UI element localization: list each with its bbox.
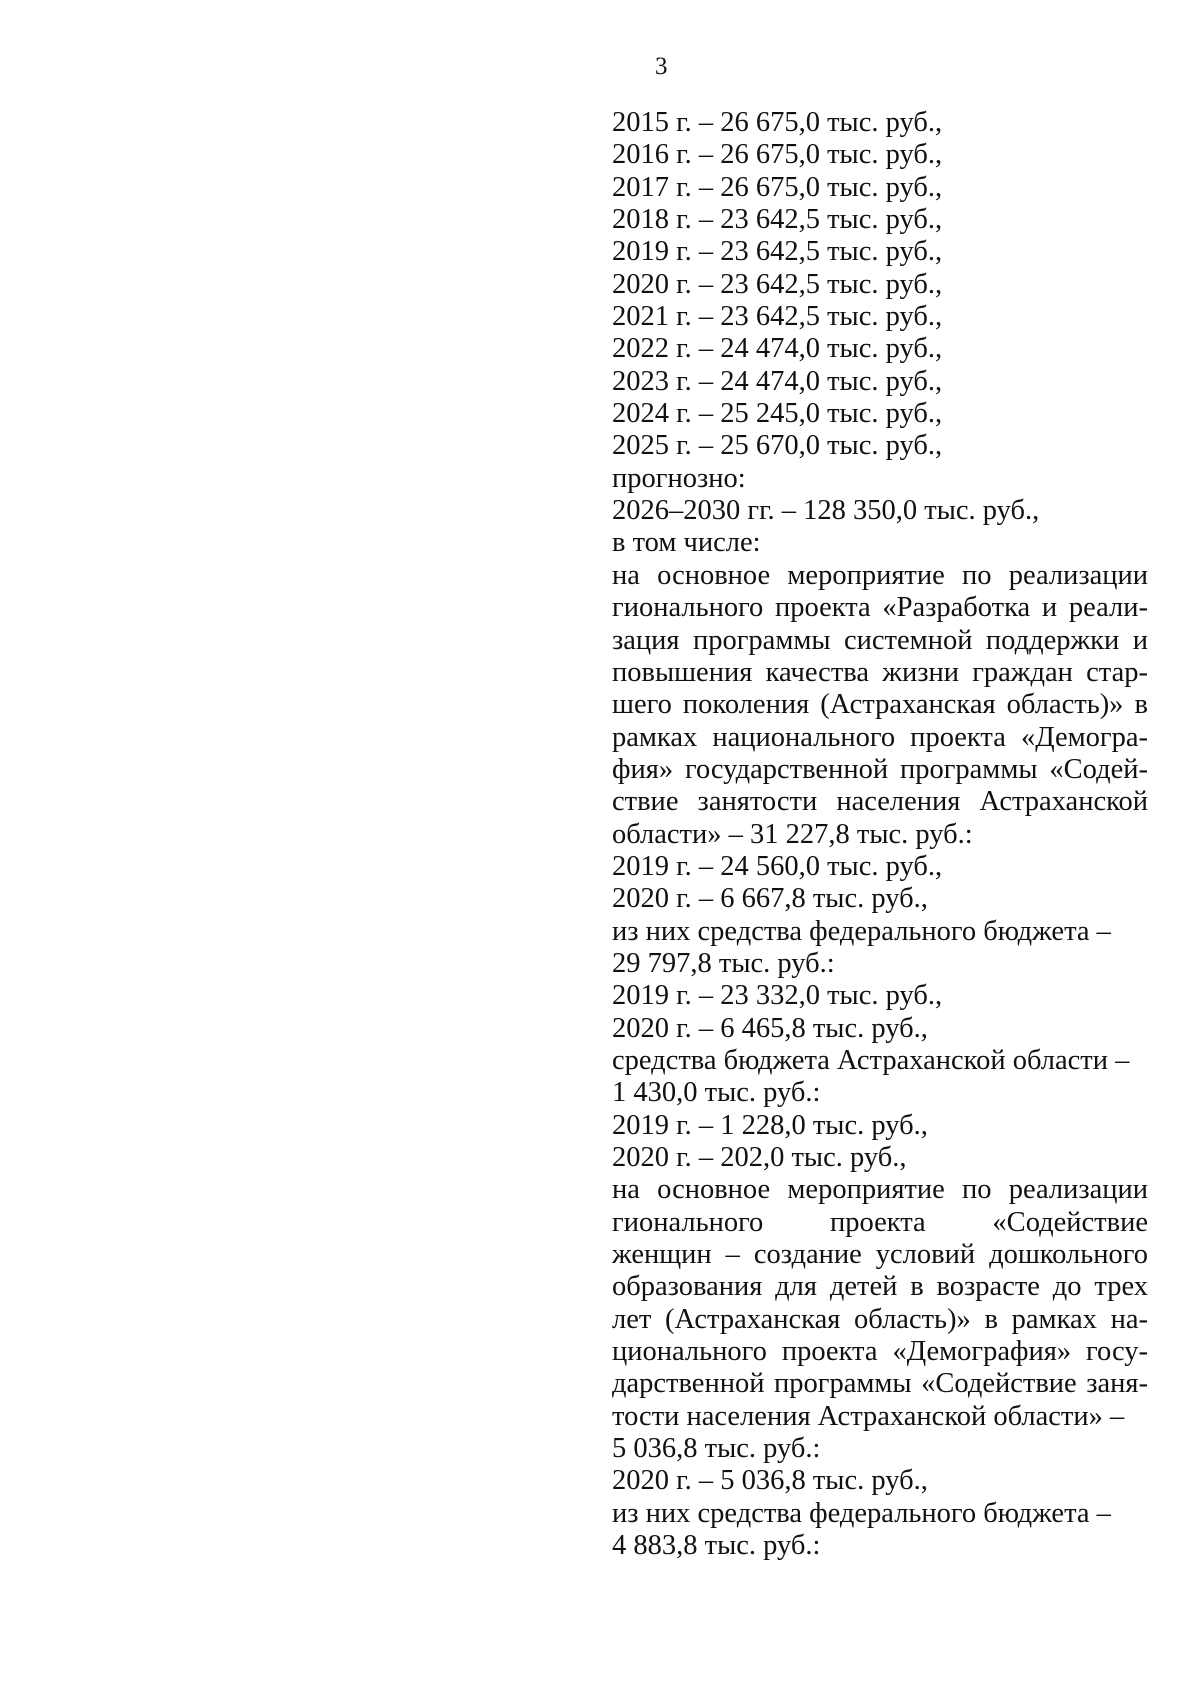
text-line: зация программы системной поддержки и [612,624,1148,656]
text-line: 2024 г. – 25 245,0 тыс. руб., [612,398,943,430]
text-line: 2020 г. – 6 667,8 тыс. руб., [612,883,928,915]
text-line: дарственной программы «Содействие заня- [612,1368,1148,1400]
text-line: 2019 г. – 24 560,0 тыс. руб., [612,850,943,882]
text-line: образования для детей в возрасте до трех [612,1271,1148,1303]
text-line: гионального проекта «Разработка и реали- [612,592,1148,624]
text-line: области» – 31 227,8 тыс. руб.: [612,818,973,850]
text-line: 2019 г. – 1 228,0 тыс. руб., [612,1109,928,1141]
text-line: шего поколения (Астраханская область)» в [612,689,1148,721]
text-line: 2022 г. – 24 474,0 тыс. руб., [612,333,943,365]
text-line: гионального проекта «Содействие [612,1206,1148,1238]
document-body [612,107,1148,1562]
text-line: 29 797,8 тыс. руб.: [612,947,835,979]
text-line: 2020 г. – 5 036,8 тыс. руб., [612,1465,928,1497]
text-line: на основное мероприятие по реализации [612,1174,1148,1206]
text-line: лет (Астраханская область)» в рамках на- [612,1303,1148,1335]
text-line: 2018 г. – 23 642,5 тыс. руб., [612,204,943,236]
text-line: 2016 г. – 26 675,0 тыс. руб., [612,139,943,171]
text-line: повышения качества жизни граждан стар- [612,656,1148,688]
text-line: средства бюджета Астраханской области – [612,1044,1130,1076]
text-line: из них средства федерального бюджета – [612,915,1111,947]
text-line: 2015 г. – 26 675,0 тыс. руб., [612,107,943,138]
text-line: 2023 г. – 24 474,0 тыс. руб., [612,365,943,397]
text-line: 4 883,8 тыс. руб.: [612,1530,821,1562]
text-line: тости населения Астраханской области» – [612,1400,1125,1432]
text-line: 2019 г. – 23 642,5 тыс. руб., [612,236,943,268]
text-line: в том числе: [612,527,761,559]
text-line: рамках национального проекта «Демогра- [612,721,1148,753]
text-line: 2019 г. – 23 332,0 тыс. руб., [612,980,943,1012]
text-line: 1 430,0 тыс. руб.: [612,1077,821,1109]
text-line: 2021 г. – 23 642,5 тыс. руб., [612,301,943,333]
text-line: из них средства федерального бюджета – [612,1497,1111,1529]
text-line: 2017 г. – 26 675,0 тыс. руб., [612,171,943,203]
text-line: 2025 г. – 25 670,0 тыс. руб., [612,430,943,462]
text-line: 2026–2030 гг. – 128 350,0 тыс. руб., [612,495,1040,527]
text-line: 5 036,8 тыс. руб.: [612,1433,821,1465]
text-line: прогнозно: [612,462,746,494]
text-line: ствие занятости населения Астраханской [612,786,1148,818]
text-line: фия» государственной программы «Содей- [612,753,1148,785]
page-number: 3 [655,53,668,80]
text-line: 2020 г. – 23 642,5 тыс. руб., [612,268,943,300]
text-line: ционального проекта «Демография» госу- [612,1336,1148,1368]
text-line: женщин – создание условий дошкольного [612,1239,1148,1271]
text-line: 2020 г. – 202,0 тыс. руб., [612,1142,907,1173]
text-line: 2020 г. – 6 465,8 тыс. руб., [612,1012,928,1044]
text-line: на основное мероприятие по реализации [612,559,1148,591]
